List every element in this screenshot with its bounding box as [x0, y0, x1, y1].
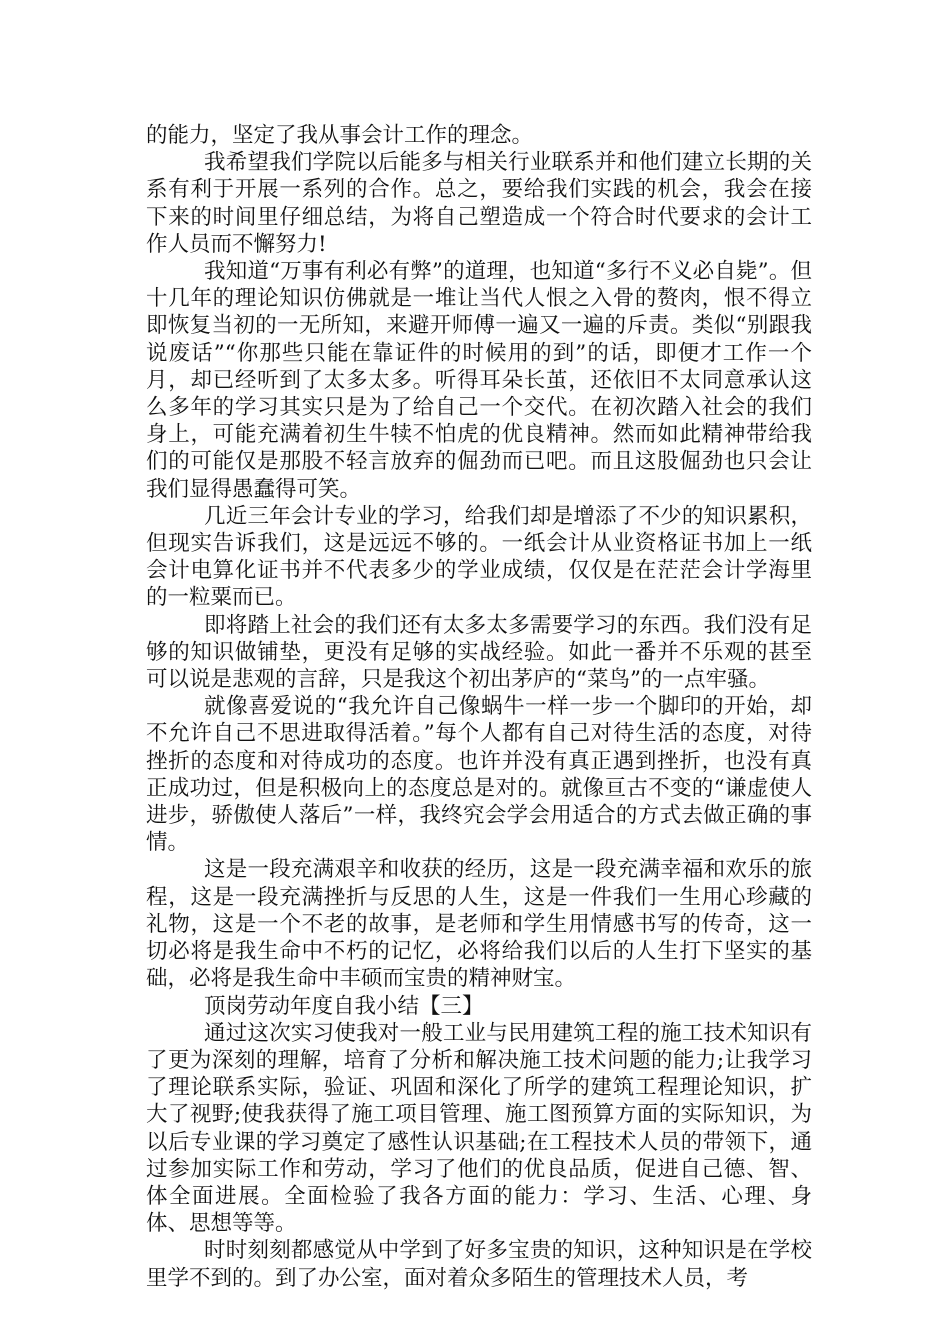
paragraph-office-knowledge: 时时刻刻都感觉从中学到了好多宝贵的知识，这种知识是在学校里学不到的。到了办公室，面对着众多陌生的管理技术人员，考 [146, 1238, 812, 1291]
paragraph-more-to-learn: 即将踏上社会的我们还有太多太多需要学习的东西。我们没有足够的知识做铺垫，更没有足够的实战经验。如此一番并不乐观的甚至可以说是悲观的言辞，只是我这个初出茅庐的“菜鸟”的一点牢骚。 [146, 612, 812, 693]
document-page [146, 122, 812, 1292]
paragraph-experience-summary: 这是一段充满艰辛和收获的经历，这是一段充满幸福和欢乐的旅程，这是一段充满挫折与反思的人生，这是一件我们一生用心珍藏的礼物，这是一个不老的故事，是老师和学生用情感书写的传奇，这一切必将是我生命中不朽的记忆，必将给我们以后的人生打下坚实的基础，必将是我生命中丰硕而宝贵的精神财宝。 [146, 857, 812, 992]
paragraph-internship-gains: 通过这次实习使我对一般工业与民用建筑工程的施工技术知识有了更为深刻的理解，培育了分析和解决施工技术问题的能力;让我学习了理论联系实际，验证、巩固和深化了所学的建筑工程理论知识，扩大了视野;使我获得了施工项目管理、施工图预算方面的实际知识，为以后专业课的学习奠定了感性认识基础;在工程技术人员的带领下，通过参加实际工作和劳动，学习了他们的优良品质，促进自己德、智、体全面进展。全面检验了我各方面的能力：学习、生活、心理、身体、思想等等。 [146, 1020, 812, 1237]
paragraph-continuation: 的能力，坚定了我从事会计工作的理念。 [146, 123, 534, 148]
paragraph-three-years-study: 几近三年会计专业的学习，给我们却是增添了不少的知识累积，但现实告诉我们，这是远远不够的。一纸会计从业资格证书加上一纸会计电算化证书并不代表多少的学业成绩，仅仅是在茫茫会计学海里的一粒粟而已。 [146, 503, 812, 611]
paragraph-cooperation-hope: 我希望我们学院以后能多与相关行业联系并和他们建立长期的关系有利于开展一系列的合作。总之，要给我们实践的机会，我会在接下来的时间里仔细总结，为将自己塑造成一个符合时代要求的会计工作人员而不懈努力! [146, 150, 812, 257]
paragraph-pros-and-cons: 我知道“万事有利必有弊”的道理，也知道“多行不义必自毙”。但十几年的理论知识仿佛就是一堆让当代人恨之入骨的赘肉，恨不得立即恢复当初的一无所知，来避开师傅一遍又一遍的斥责。类似“别跟我说废话”“你那些只能在靠证件的时候用的到”的话，即便才工作一个月，却已经听到了太多太多。听得耳朵长茧，还依旧不太同意承认这么多年的学习其实只是为了给自己一个交代。在初次踏入社会的我们身上，可能充满着初生牛犊不怕虎的优良精神。然而如此精神带给我们的可能仅是那股不轻言放弃的倔劲而已吧。而且这股倔劲也只会让我们显得愚蠢得可笑。 [146, 259, 812, 502]
paragraph-snail-quote: 就像喜爱说的“我允许自己像蜗牛一样一步一个脚印的开始，却不允许自己不思进取得活着。”每个人都有自己对待生活的态度，对待挫折的态度和对待成功的态度。也许并没有真正遇到挫折，也没有真正成功过，但是积极向上的态度总是对的。就像亘古不变的“谦虚使人进步，骄傲使人落后”一样，我终究会学会用适合的方式去做正确的事情。 [146, 694, 812, 856]
section-heading: 顶岗劳动年度自我小结【三】 [204, 993, 484, 1019]
